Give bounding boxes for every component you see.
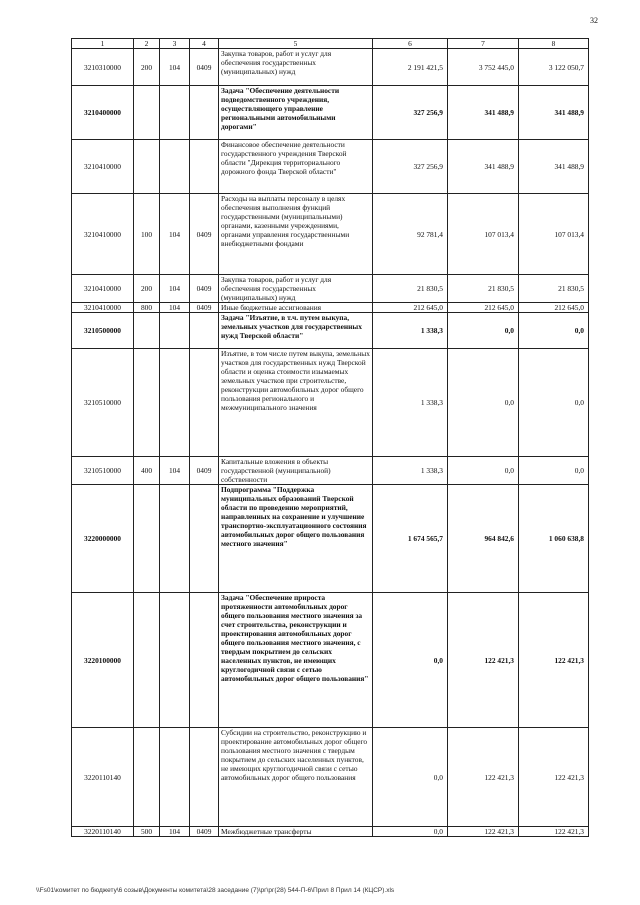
table-row — [72, 349, 589, 457]
section-cell — [160, 485, 190, 593]
code-cell: 3220100000 — [72, 593, 134, 728]
expense-type-cell: 200 — [134, 49, 160, 86]
code-cell: 3210310000 — [72, 49, 134, 86]
subsection-cell — [190, 349, 219, 457]
amount-col8-cell: 341 488,9 — [519, 86, 589, 140]
subsection-cell: 0409 — [190, 275, 219, 303]
amount-col6-cell: 21 830,5 — [373, 275, 448, 303]
amount-col6-cell: 212 645,0 — [373, 303, 448, 313]
expense-type-cell — [134, 593, 160, 728]
expense-type-cell — [134, 313, 160, 349]
code-cell: 3210400000 — [72, 86, 134, 140]
amount-col8-cell: 21 830,5 — [519, 275, 589, 303]
file-path-footer: \\Fs01\комитет по бюджету\6 созыв\Документы комитета\28 заседание (7)\рг\рг(28) 544-П-6\Прил 8 Прил 14 (КЦСР).xls — [36, 887, 395, 894]
name-cell: Межбюджетные трансферты — [219, 827, 373, 837]
name-cell: Закупка товаров, работ и услуг для обеспечения государственных (муниципальных) нужд — [219, 275, 373, 303]
header-cell: 4 — [190, 39, 219, 49]
section-cell — [160, 593, 190, 728]
code-cell: 3210410000 — [72, 194, 134, 275]
table-row — [72, 303, 589, 313]
amount-col7-cell: 212 645,0 — [448, 303, 519, 313]
table-row — [72, 593, 589, 728]
amount-col7-cell: 21 830,5 — [448, 275, 519, 303]
header-cell: 2 — [134, 39, 160, 49]
amount-col8-cell: 122 421,3 — [519, 827, 589, 837]
amount-col8-cell: 0,0 — [519, 313, 589, 349]
subsection-cell: 0409 — [190, 457, 219, 485]
table-row — [72, 275, 589, 303]
expense-type-cell — [134, 485, 160, 593]
expense-type-cell — [134, 140, 160, 194]
amount-col8-cell: 212 645,0 — [519, 303, 589, 313]
name-cell: Субсидии на строительство, реконструкцию и проектирование автомобильных дорог общего пользования местного значения с твердым покрытием до сельских населенных пунктов, не имеющих круглогодичной связи с сетью автомобильных дорог общего пользования — [219, 728, 373, 827]
name-cell: Подпрограмма "Поддержка муниципальных образований Тверской области по проведению мероприятий, направленных на сохранение и улучшение транспортно-эксплуатационного состояния автомобильных дорог общего пользования местного значения" — [219, 485, 373, 593]
section-cell — [160, 86, 190, 140]
header-cell: 8 — [519, 39, 589, 49]
table-row — [72, 194, 589, 275]
section-cell — [160, 349, 190, 457]
code-cell: 3210410000 — [72, 140, 134, 194]
budget-table — [71, 38, 589, 837]
table-row — [72, 86, 589, 140]
expense-type-cell: 500 — [134, 827, 160, 837]
section-cell — [160, 728, 190, 827]
amount-col7-cell: 341 488,9 — [448, 86, 519, 140]
page-number: 32 — [590, 16, 598, 25]
expense-type-cell: 100 — [134, 194, 160, 275]
name-cell: Задача "Изъятие, в т.ч. путем выкупа, земельных участков для государственных нужд Тверской области" — [219, 313, 373, 349]
header-cell: 1 — [72, 39, 134, 49]
amount-col8-cell: 341 488,9 — [519, 140, 589, 194]
header-cell: 6 — [373, 39, 448, 49]
subsection-cell — [190, 485, 219, 593]
section-cell: 104 — [160, 194, 190, 275]
amount-col7-cell: 0,0 — [448, 457, 519, 485]
table-header-row — [72, 39, 589, 49]
table-row — [72, 49, 589, 86]
amount-col7-cell: 0,0 — [448, 313, 519, 349]
amount-col6-cell: 0,0 — [373, 728, 448, 827]
expense-type-cell — [134, 349, 160, 457]
section-cell — [160, 140, 190, 194]
expense-type-cell: 200 — [134, 275, 160, 303]
subsection-cell: 0409 — [190, 827, 219, 837]
name-cell: Задача "Обеспечение прироста протяженности автомобильных дорог общего пользования местного значения за счет строительства, реконструкции и проектирования автомобильных дорог общего пользования местного значения, с твердым покрытием до сельских населенных пунктов, не имеющих круглогодичной связи с сетью автомобильных дорог общего пользования" — [219, 593, 373, 728]
name-cell: Финансовое обеспечение деятельности государственного учреждения Тверской области "Дирекция территориального дорожного фонда Тверской области" — [219, 140, 373, 194]
table-row — [72, 485, 589, 593]
name-cell: Иные бюджетные ассигнования — [219, 303, 373, 313]
amount-col8-cell: 122 421,3 — [519, 593, 589, 728]
section-cell: 104 — [160, 457, 190, 485]
amount-col8-cell: 3 122 050,7 — [519, 49, 589, 86]
amount-col6-cell: 1 338,3 — [373, 313, 448, 349]
amount-col7-cell: 122 421,3 — [448, 593, 519, 728]
header-cell: 5 — [219, 39, 373, 49]
subsection-cell: 0409 — [190, 49, 219, 86]
amount-col6-cell: 0,0 — [373, 827, 448, 837]
subsection-cell: 0409 — [190, 194, 219, 275]
subsection-cell — [190, 140, 219, 194]
amount-col6-cell: 327 256,9 — [373, 86, 448, 140]
name-cell: Капитальные вложения в объекты государственной (муниципальной) собственности — [219, 457, 373, 485]
amount-col7-cell: 0,0 — [448, 349, 519, 457]
amount-col8-cell: 1 060 638,8 — [519, 485, 589, 593]
header-cell: 3 — [160, 39, 190, 49]
code-cell: 3210500000 — [72, 313, 134, 349]
table-row — [72, 728, 589, 827]
amount-col6-cell: 1 338,3 — [373, 349, 448, 457]
amount-col8-cell: 122 421,3 — [519, 728, 589, 827]
amount-col7-cell: 3 752 445,0 — [448, 49, 519, 86]
section-cell: 104 — [160, 827, 190, 837]
subsection-cell: 0409 — [190, 303, 219, 313]
table-row — [72, 457, 589, 485]
code-cell: 3220110140 — [72, 827, 134, 837]
expense-type-cell: 800 — [134, 303, 160, 313]
name-cell: Закупка товаров, работ и услуг для обеспечения государственных (муниципальных) нужд — [219, 49, 373, 86]
table-row — [72, 313, 589, 349]
table-row — [72, 140, 589, 194]
expense-type-cell — [134, 728, 160, 827]
amount-col6-cell: 0,0 — [373, 593, 448, 728]
code-cell: 3210410000 — [72, 275, 134, 303]
expense-type-cell: 400 — [134, 457, 160, 485]
amount-col7-cell: 122 421,3 — [448, 827, 519, 837]
code-cell: 3210510000 — [72, 349, 134, 457]
code-cell: 3210510000 — [72, 457, 134, 485]
amount-col7-cell: 122 421,3 — [448, 728, 519, 827]
amount-col6-cell: 1 338,3 — [373, 457, 448, 485]
amount-col8-cell: 0,0 — [519, 349, 589, 457]
section-cell: 104 — [160, 49, 190, 86]
subsection-cell — [190, 313, 219, 349]
amount-col8-cell: 0,0 — [519, 457, 589, 485]
amount-col7-cell: 341 488,9 — [448, 140, 519, 194]
code-cell: 3210410000 — [72, 303, 134, 313]
name-cell: Задача "Обеспечение деятельности подведомственного учреждения, осуществляющего управление региональными автомобильными дорогами" — [219, 86, 373, 140]
amount-col7-cell: 107 013,4 — [448, 194, 519, 275]
subsection-cell — [190, 593, 219, 728]
amount-col6-cell: 92 781,4 — [373, 194, 448, 275]
amount-col6-cell: 1 674 565,7 — [373, 485, 448, 593]
subsection-cell — [190, 728, 219, 827]
section-cell: 104 — [160, 303, 190, 313]
amount-col6-cell: 2 191 421,5 — [373, 49, 448, 86]
header-cell: 7 — [448, 39, 519, 49]
table-row — [72, 827, 589, 837]
name-cell: Изъятие, в том числе путем выкупа, земельных участков для государственных нужд Тверской области и оценка стоимости изымаемых земельных участков при строительстве, реконструкции автомобильных дорог общего пользования регионального и межмуниципального значения — [219, 349, 373, 457]
expense-type-cell — [134, 86, 160, 140]
amount-col6-cell: 327 256,9 — [373, 140, 448, 194]
subsection-cell — [190, 86, 219, 140]
code-cell: 3220000000 — [72, 485, 134, 593]
section-cell: 104 — [160, 275, 190, 303]
name-cell: Расходы на выплаты персоналу в целях обеспечения выполнения функций государственными (муниципальными) органами, казенными учреждениями, органами управления государственными внебюджетными фондами — [219, 194, 373, 275]
amount-col7-cell: 964 842,6 — [448, 485, 519, 593]
section-cell — [160, 313, 190, 349]
code-cell: 3220110140 — [72, 728, 134, 827]
amount-col8-cell: 107 013,4 — [519, 194, 589, 275]
